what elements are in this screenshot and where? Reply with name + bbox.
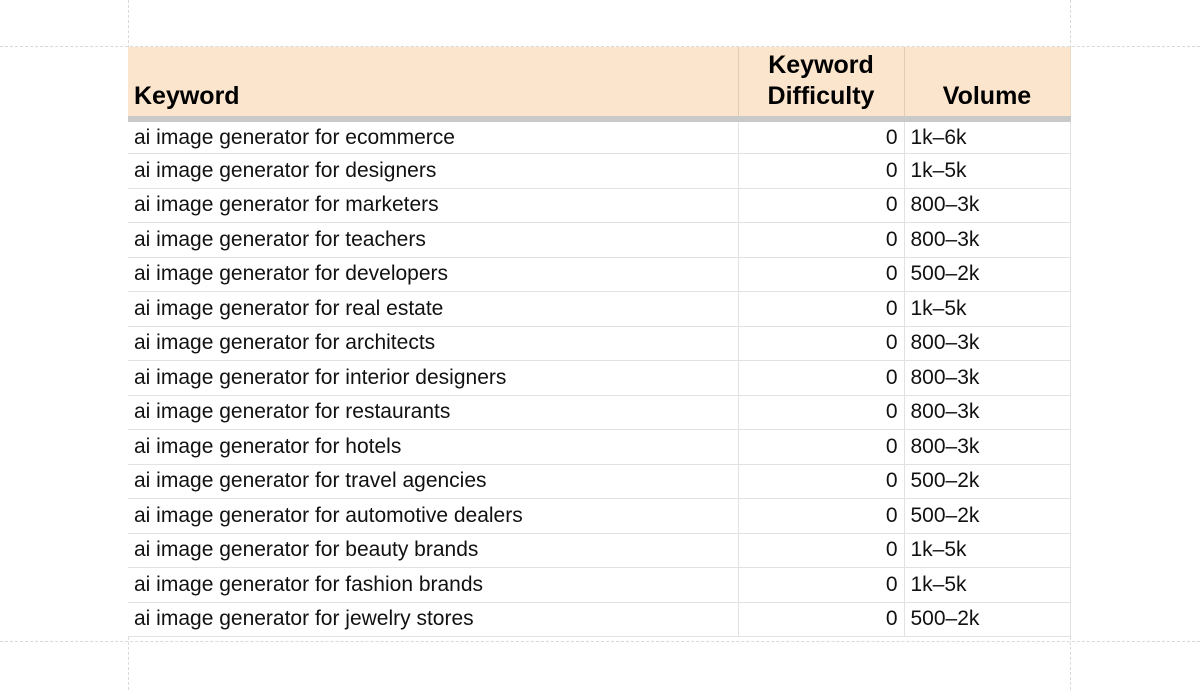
table-row [128, 188, 1070, 223]
keyword-cell[interactable]: ai image generator for ecommerce [128, 119, 738, 154]
volume-cell[interactable]: 800–3k [904, 361, 1070, 396]
keyword-cell[interactable]: ai image generator for designers [128, 154, 738, 189]
table-row [128, 568, 1070, 603]
header-row [128, 47, 1070, 119]
difficulty-cell[interactable]: 0 [738, 292, 904, 327]
keyword-cell[interactable]: ai image generator for beauty brands [128, 533, 738, 568]
difficulty-cell[interactable]: 0 [738, 257, 904, 292]
difficulty-cell[interactable]: 0 [738, 119, 904, 154]
volume-cell[interactable]: 1k–5k [904, 568, 1070, 603]
difficulty-cell[interactable]: 0 [738, 568, 904, 603]
keyword-cell[interactable]: ai image generator for fashion brands [128, 568, 738, 603]
header-difficulty-line2: Difficulty [767, 82, 875, 110]
table-row [128, 154, 1070, 189]
header-volume[interactable] [904, 47, 1070, 119]
volume-cell[interactable]: 1k–6k [904, 119, 1070, 154]
keyword-table [128, 47, 1071, 637]
table-row [128, 361, 1070, 396]
difficulty-cell[interactable]: 0 [738, 223, 904, 258]
keyword-cell[interactable]: ai image generator for marketers [128, 188, 738, 223]
table-row [128, 119, 1070, 154]
keyword-cell[interactable]: ai image generator for architects [128, 326, 738, 361]
volume-cell[interactable]: 800–3k [904, 395, 1070, 430]
difficulty-cell[interactable]: 0 [738, 602, 904, 637]
difficulty-cell[interactable]: 0 [738, 326, 904, 361]
header-keyword-label: Keyword [134, 82, 240, 110]
table-row [128, 533, 1070, 568]
header-volume-label: Volume [942, 82, 1032, 110]
difficulty-cell[interactable]: 0 [738, 154, 904, 189]
table-row [128, 499, 1070, 534]
volume-cell[interactable]: 1k–5k [904, 292, 1070, 327]
keyword-cell[interactable]: ai image generator for travel agencies [128, 464, 738, 499]
volume-cell[interactable]: 800–3k [904, 223, 1070, 258]
header-keyword-difficulty[interactable] [738, 47, 904, 119]
header-difficulty-line1: Keyword [768, 51, 874, 79]
keyword-cell[interactable]: ai image generator for automotive dealers [128, 499, 738, 534]
volume-cell[interactable]: 500–2k [904, 499, 1070, 534]
table-row [128, 292, 1070, 327]
keyword-cell[interactable]: ai image generator for interior designers [128, 361, 738, 396]
volume-cell[interactable]: 500–2k [904, 464, 1070, 499]
table-row [128, 326, 1070, 361]
table-row [128, 257, 1070, 292]
keyword-cell[interactable]: ai image generator for developers [128, 257, 738, 292]
keyword-cell[interactable]: ai image generator for restaurants [128, 395, 738, 430]
difficulty-cell[interactable]: 0 [738, 395, 904, 430]
difficulty-cell[interactable]: 0 [738, 464, 904, 499]
spreadsheet-sheet [128, 47, 1070, 637]
table-row [128, 395, 1070, 430]
keyword-cell[interactable]: ai image generator for teachers [128, 223, 738, 258]
difficulty-cell[interactable]: 0 [738, 499, 904, 534]
volume-cell[interactable]: 800–3k [904, 430, 1070, 465]
difficulty-cell[interactable]: 0 [738, 188, 904, 223]
difficulty-cell[interactable]: 0 [738, 533, 904, 568]
volume-cell[interactable]: 500–2k [904, 257, 1070, 292]
table-row [128, 223, 1070, 258]
table-row [128, 464, 1070, 499]
volume-cell[interactable]: 800–3k [904, 326, 1070, 361]
header-keyword[interactable] [128, 47, 738, 119]
keyword-cell[interactable]: ai image generator for jewelry stores [128, 602, 738, 637]
difficulty-cell[interactable]: 0 [738, 430, 904, 465]
table-row [128, 430, 1070, 465]
volume-cell[interactable]: 1k–5k [904, 533, 1070, 568]
difficulty-cell[interactable]: 0 [738, 361, 904, 396]
table-row [128, 602, 1070, 637]
keyword-cell[interactable]: ai image generator for hotels [128, 430, 738, 465]
keyword-cell[interactable]: ai image generator for real estate [128, 292, 738, 327]
volume-cell[interactable]: 500–2k [904, 602, 1070, 637]
volume-cell[interactable]: 1k–5k [904, 154, 1070, 189]
volume-cell[interactable]: 800–3k [904, 188, 1070, 223]
page-guide-bottom [0, 641, 1200, 642]
